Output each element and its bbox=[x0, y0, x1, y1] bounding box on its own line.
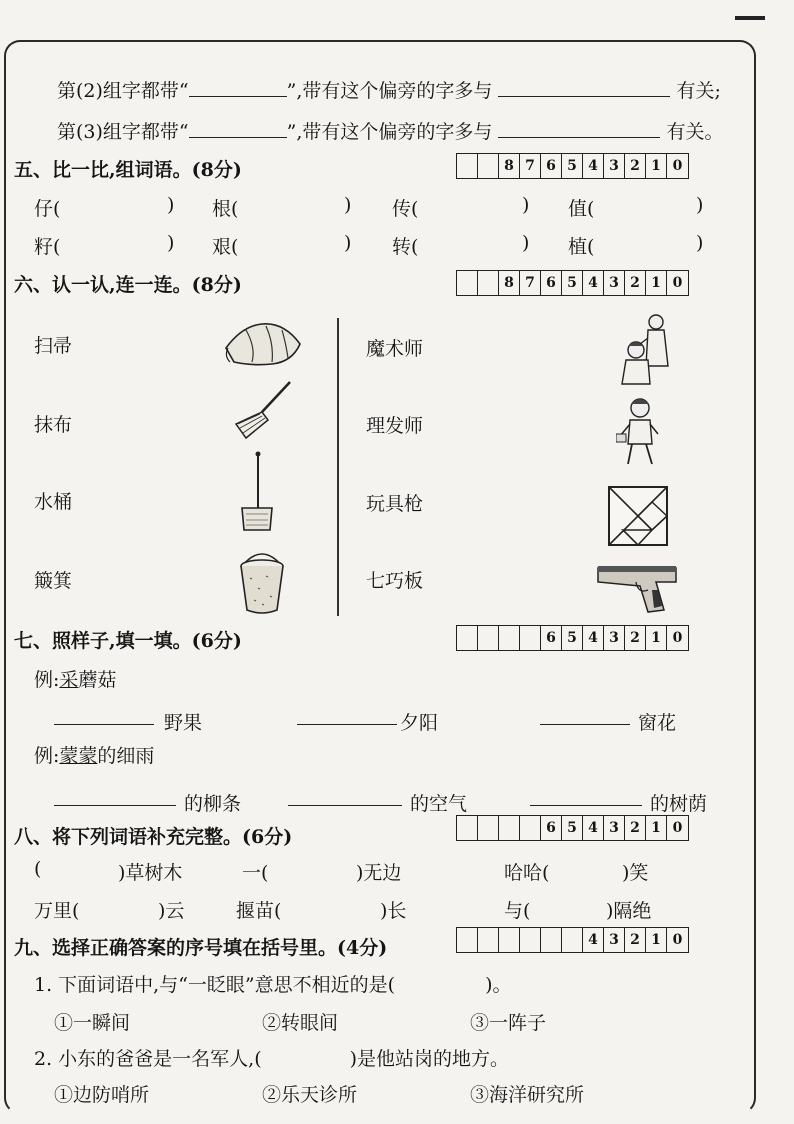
sec9-title: 九、选择正确答案的序号填在括号里。(4分) bbox=[14, 937, 388, 959]
broom-icon[interactable] bbox=[232, 378, 294, 442]
sec7-example2: 例:蒙蒙的细雨 bbox=[34, 745, 155, 767]
score-cell[interactable]: 1 bbox=[646, 626, 667, 650]
sec8-title: 八、将下列词语补充完整。(6分) bbox=[14, 826, 293, 848]
score-cell[interactable] bbox=[499, 626, 520, 650]
score-cell[interactable] bbox=[457, 928, 478, 952]
meaning-blank-3[interactable] bbox=[498, 121, 660, 138]
score-cell[interactable] bbox=[478, 816, 499, 840]
barber-icon[interactable] bbox=[618, 312, 672, 388]
score-cell[interactable]: 1 bbox=[646, 816, 667, 840]
score-cell[interactable] bbox=[520, 928, 541, 952]
sec9-q2: 2. 小东的爸爸是一名军人,( )是他站岗的地方。 bbox=[34, 1048, 510, 1070]
sec5-score-box bbox=[456, 153, 689, 179]
score-cell[interactable]: 2 bbox=[625, 271, 646, 295]
sec5-title: 五、比一比,组词语。(8分) bbox=[14, 159, 242, 181]
bucket-icon[interactable] bbox=[236, 548, 288, 616]
score-cell[interactable]: 5 bbox=[562, 626, 583, 650]
word-shuitong[interactable]: 水桶 bbox=[34, 491, 73, 513]
fill-blank-xiyang[interactable] bbox=[297, 708, 397, 725]
score-cell[interactable]: 0 bbox=[672, 158, 683, 174]
sec7-example1: 例:采蘑菇 bbox=[34, 669, 117, 691]
q1-option-2[interactable]: ②转眼间 bbox=[262, 1012, 339, 1034]
word-saozhou[interactable]: 扫帚 bbox=[34, 335, 73, 357]
score-cell[interactable]: 3 bbox=[604, 271, 625, 295]
score-cell[interactable]: 1 bbox=[646, 928, 667, 952]
score-cell[interactable]: 4 bbox=[583, 928, 604, 952]
column-divider bbox=[337, 318, 339, 616]
fill-blank-chuanghua[interactable] bbox=[540, 708, 630, 725]
score-cell[interactable] bbox=[541, 928, 562, 952]
score-cell[interactable]: 7 bbox=[520, 271, 541, 295]
score-cell[interactable]: 7 bbox=[520, 154, 541, 178]
score-cell[interactable]: 6 bbox=[541, 626, 562, 650]
score-cell[interactable]: 4 bbox=[583, 271, 604, 295]
score-cell[interactable] bbox=[478, 271, 499, 295]
sec9-q1: 1. 下面词语中,与“一眨眼”意思不相近的是( )。 bbox=[34, 974, 512, 996]
tangram-icon[interactable] bbox=[608, 486, 668, 546]
dustpan-icon[interactable] bbox=[238, 450, 276, 534]
score-cell[interactable]: 3 bbox=[604, 626, 625, 650]
sec6-score-box bbox=[456, 270, 689, 296]
score-cell[interactable]: 6 bbox=[541, 154, 562, 178]
score-cell[interactable]: 3 bbox=[604, 928, 625, 952]
fill-blank-yeguo[interactable] bbox=[54, 708, 154, 725]
score-cell[interactable]: 2 bbox=[625, 154, 646, 178]
magician-icon[interactable] bbox=[616, 396, 662, 470]
score-cell[interactable]: 8 bbox=[499, 154, 520, 178]
score-cell[interactable] bbox=[457, 626, 478, 650]
q2-option-2[interactable]: ②乐天诊所 bbox=[262, 1084, 358, 1106]
score-cell[interactable]: 8 bbox=[499, 271, 520, 295]
score-cell[interactable]: 2 bbox=[625, 816, 646, 840]
fill-blank-liutiao[interactable] bbox=[54, 789, 176, 806]
score-cell[interactable]: 4 bbox=[583, 816, 604, 840]
score-cell[interactable] bbox=[457, 816, 478, 840]
q1-answer-slot[interactable] bbox=[395, 975, 485, 991]
score-cell[interactable] bbox=[499, 816, 520, 840]
score-cell[interactable]: 1 bbox=[646, 154, 667, 178]
q1-option-3[interactable]: ③一阵子 bbox=[470, 1012, 547, 1034]
sec9-score-box bbox=[456, 927, 689, 953]
score-cell[interactable] bbox=[478, 154, 499, 178]
score-cell[interactable]: 2 bbox=[625, 626, 646, 650]
score-cell[interactable] bbox=[478, 928, 499, 952]
score-cell[interactable] bbox=[478, 626, 499, 650]
sec7-score-box bbox=[456, 625, 689, 651]
q2-answer-slot[interactable] bbox=[262, 1049, 350, 1065]
score-cell[interactable] bbox=[457, 271, 478, 295]
score-cell[interactable]: 6 bbox=[541, 271, 562, 295]
score-cell[interactable]: 2 bbox=[625, 928, 646, 952]
score-cell[interactable] bbox=[520, 816, 541, 840]
score-cell[interactable]: 5 bbox=[562, 271, 583, 295]
fill-blank-shuyin[interactable] bbox=[530, 789, 642, 806]
score-cell[interactable]: 0 bbox=[672, 630, 683, 646]
cloth-icon[interactable] bbox=[222, 318, 304, 368]
sec6-title: 六、认一认,连一连。(8分) bbox=[14, 274, 242, 296]
score-cell[interactable]: 0 bbox=[672, 820, 683, 836]
sec8-score-box bbox=[456, 815, 689, 841]
q2-option-3[interactable]: ③海洋研究所 bbox=[470, 1084, 585, 1106]
score-cell[interactable] bbox=[457, 154, 478, 178]
word-moshushi[interactable]: 魔术师 bbox=[366, 338, 424, 360]
score-cell[interactable] bbox=[562, 928, 583, 952]
score-cell[interactable] bbox=[499, 928, 520, 952]
score-cell[interactable]: 3 bbox=[604, 816, 625, 840]
radical-blank-3[interactable] bbox=[189, 121, 287, 138]
page-corner-mark bbox=[735, 16, 765, 20]
score-cell[interactable]: 4 bbox=[583, 626, 604, 650]
q1-option-1[interactable]: ①一瞬间 bbox=[54, 1012, 131, 1034]
word-wanjuqiang[interactable]: 玩具枪 bbox=[366, 493, 424, 515]
q2-option-1[interactable]: ①边防哨所 bbox=[54, 1084, 150, 1106]
word-mobu[interactable]: 抹布 bbox=[34, 414, 73, 436]
score-cell[interactable]: 0 bbox=[672, 932, 683, 948]
toy-gun-icon[interactable] bbox=[596, 560, 680, 616]
sec4-line2: 第(2)组字都带“ ”,带有这个偏旁的字多与 有关; bbox=[57, 80, 721, 102]
word-lifashi[interactable]: 理发师 bbox=[366, 415, 424, 437]
sec4-line3: 第(3)组字都带“ ”,带有这个偏旁的字多与 有关。 bbox=[57, 121, 724, 143]
score-cell[interactable]: 3 bbox=[604, 154, 625, 178]
score-cell[interactable]: 0 bbox=[672, 275, 683, 291]
score-cell[interactable]: 1 bbox=[646, 271, 667, 295]
sec7-title: 七、照样子,填一填。(6分) bbox=[14, 630, 242, 652]
meaning-blank-2[interactable] bbox=[498, 80, 670, 97]
score-cell[interactable]: 4 bbox=[583, 154, 604, 178]
word-qiqiaoban[interactable]: 七巧板 bbox=[366, 570, 424, 592]
score-cell[interactable] bbox=[520, 626, 541, 650]
word-boji[interactable]: 簸箕 bbox=[34, 570, 73, 592]
score-cell[interactable]: 5 bbox=[562, 154, 583, 178]
radical-blank-2[interactable] bbox=[189, 80, 287, 97]
score-cell[interactable]: 6 bbox=[541, 816, 562, 840]
score-cell[interactable]: 5 bbox=[562, 816, 583, 840]
fill-blank-kongqi[interactable] bbox=[288, 789, 402, 806]
